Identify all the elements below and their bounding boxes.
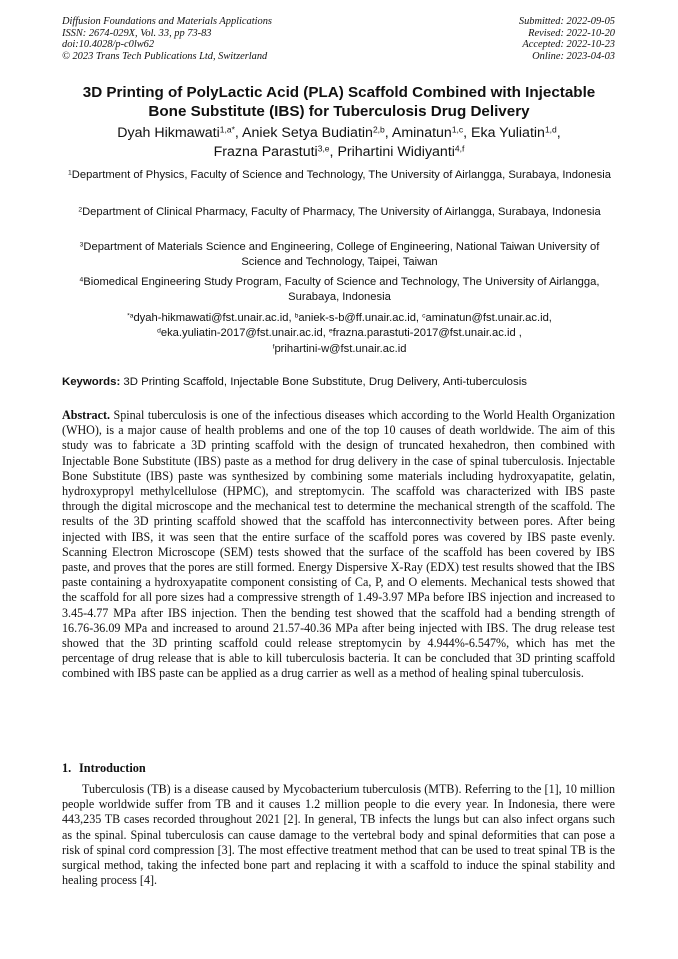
emails-line-1 [62, 311, 617, 326]
author-name: Aminatun [391, 125, 452, 141]
journal-copyright: © 2023 Trans Tech Publications Ltd, Switzerland [62, 50, 268, 62]
abstract [62, 408, 615, 682]
journal-info [62, 16, 272, 62]
email-mark: d [157, 327, 161, 335]
affiliation-text: Department of Clinical Pharmacy, Faculty of Pharmacy, The University of Airlangga, Surabaya, Indonesia [82, 206, 601, 218]
journal-name: Diffusion Foundations and Materials Applications [62, 16, 272, 27]
email-mark: e [328, 327, 333, 335]
date-revised: Revised: 2022-10-20 [528, 27, 615, 39]
email-e: frazna.parastuti-2017@fst.unair.ac.id , [332, 327, 522, 340]
email-mark: c [422, 312, 426, 320]
author-mark: 1,c [451, 124, 464, 135]
affiliation-text: Department of Physics, Faculty of Science and Technology, The University of Airlangga, Surabaya, Indonesia [71, 169, 611, 181]
date-online: Online: 2023-04-03 [532, 50, 615, 62]
author-name: Dyah Hikmawati [117, 125, 220, 141]
authors-line-1: Dyah Hikmawati$^{1,a*}$, Aniek Setya Budiatin$^{2,b}$, Aminatun$^{1,c}$, Eka Yuliatin$^{1,d}$, [117, 124, 561, 141]
author-name: Prihartini Widiyanti [337, 144, 455, 160]
paper-title [40, 83, 638, 121]
section-heading [62, 761, 146, 776]
keywords-label: Keywords: [62, 376, 121, 388]
keywords-text: 3D Printing Scaffold, Injectable Bone Substitute, Drug Delivery, Anti-tuberculosis [123, 376, 527, 388]
affiliation-text: Biomedical Engineering Study Program, Faculty of Science and Technology, The University of Airlangga, Surabaya, Indonesia [83, 276, 600, 303]
email-mark: b [294, 312, 299, 320]
abstract-text: Spinal tuberculosis is one of the infectious diseases which according to the World Health Organization (WHO), is a major cause of health problems and one of the top 10 causes of death worldwide. The aim of this study was to fabricate a 3D printing scaffold with the design of truncated hexahedron, then combined with Injectable Bone Substitute (IBS) paste as a method for drug delivery in the case of spinal tuberculosis. Injectable Bone Substitute (IBS) paste was synthesized by combining some materials including hydroxyapatite, gelatin, hydroxypropyl methylcellulose (HPMC), and streptomycin. The scaffold was characterized with IBS paste through the digital microscope and the mechanical test to determine the mechanical strength of the scaffold. The results of the 3D printing scaffold showed that the scaffold has interconnectivity between pores. After being injected with IBS, it was seen that the entire surface of the scaffold pores was covered by IBS paste evenly. Scanning Electron Microscope (SEM) tests showed that the surface of the scaffold has been covered by IBS paste, and proves that the pores are still formed. Energy Dispersive X-Ray (EDX) test results showed that the IBS paste containing a hydroxyapatite component consisting of Ca, P, and O elements. Mechanical tests showed that the scaffold for all pore sizes had a compressive strength of 1.49-3.97 MPa before IBS injection and increased to 3.45-4.77 MPa after IBS injection. Then the bending test showed that the scaffold had a bending strength of 16.76-36.09 MPa and increased to around 21.57-40.36 MPa after being injected with IBS. The drug release test showed that the 3D printing scaffold could release streptomycin by 4.944%-6.547%, which has met the percentage of drug release that is able to kill tuberculosis bacteria. It can be concluded that 3D printing scaffold combined with IBS paste can be applied as a drug carrier as well as a method of healing spinal tuberculosis. [62, 408, 615, 681]
author-mark: 4,f [454, 143, 465, 154]
date-submitted: Submitted: 2022-09-05 [518, 16, 615, 27]
affiliation-text: Department of Materials Science and Engineering, College of Engineering, National Taiwan University of Science and Technology, Taipei, Taiwan [83, 241, 600, 268]
affiliation-mark: 2 [78, 206, 83, 214]
affiliation-3 [62, 240, 617, 270]
section-number: 1. [62, 761, 72, 775]
section-title: Introduction [79, 761, 146, 775]
journal-issn: ISSN: 2674-029X, Vol. 33, pp 73-83 [62, 27, 212, 39]
date-accepted: Accepted: 2022-10-23 [522, 39, 615, 51]
keywords [62, 375, 622, 389]
author-list [40, 124, 638, 162]
affiliation-mark: 1 [68, 169, 72, 177]
introduction-paragraph: Tuberculosis (TB) is a disease caused by Mycobacterium tuberculosis (MTB). Referring to the [1], 10 million people worldwide suffer from TB and it causes 1.2 million people to die every year. In Indonesia, there were 443,235 TB cases recorded throughout 2021 [2]. In general, TB infects the lungs but can also infect organs such as the spinal. Spinal tuberculosis can cause damage to the vertebral body and spinal deformities that can pose a risk of spinal cord compression [3]. The most effective treatment method that can be used to treat spinal TB is the surgical method, taking the infected bone part and replacing it with a scaffold to induce the spinal stability and healing process [4]. [62, 782, 615, 888]
email-a: dyah-hikmawati@fst.unair.ac.id, [133, 312, 292, 324]
author-mark: 2,b [372, 124, 385, 135]
author-mark: 1,d [544, 124, 557, 135]
author-emails [62, 311, 617, 357]
author-mark: 3,e [317, 143, 330, 154]
email-mark: *a [127, 312, 134, 320]
email-c: aminatun@fst.unair.ac.id, [425, 312, 552, 324]
email-f: prihartini-w@fst.unair.ac.id [274, 342, 407, 355]
abstract-label: Abstract. [62, 408, 111, 422]
affiliation-mark: 4 [79, 276, 84, 284]
affiliation-4 [62, 275, 617, 305]
affiliation-1 [62, 168, 617, 183]
email-mark: f [272, 343, 275, 351]
email-b: aniek-s-b@ff.unair.ac.id, [298, 312, 420, 324]
emails-line-3 [62, 342, 617, 357]
email-d: eka.yuliatin-2017@fst.unair.ac.id, [160, 327, 326, 340]
affiliation-mark: 3 [79, 241, 84, 249]
author-name: Aniek Setya Budiatin [242, 125, 373, 141]
journal-doi: doi:10.4028/p-c0lw62 [62, 39, 155, 51]
title-line-2: Bone Substitute (IBS) for Tuberculosis Drug Delivery [148, 103, 530, 120]
author-name: Frazna Parastuti [213, 144, 318, 160]
emails-line-2 [62, 326, 617, 341]
author-name: Eka Yuliatin [471, 125, 545, 141]
submission-dates [519, 16, 615, 62]
authors-line-2: Frazna Parastuti$^{3,e}$, Prihartini Widiyanti$^{4,f}$ [213, 143, 465, 160]
author-mark: 1,a* [219, 124, 235, 135]
title-line-1: 3D Printing of PolyLactic Acid (PLA) Scaffold Combined with Injectable [82, 84, 596, 101]
affiliation-2 [62, 205, 617, 220]
